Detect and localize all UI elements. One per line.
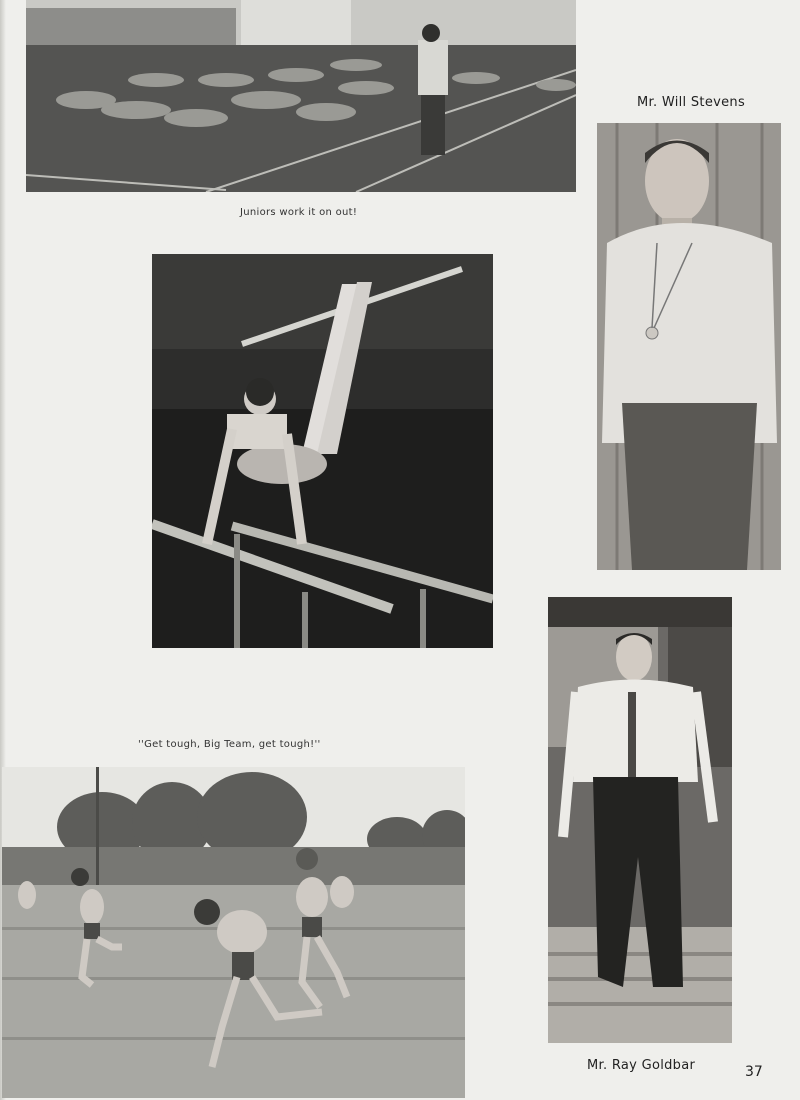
team-running-photo bbox=[2, 767, 465, 1098]
juniors-caption: Juniors work it on out! bbox=[240, 207, 358, 218]
will-stevens-portrait bbox=[597, 123, 781, 570]
parallel-bars-photo bbox=[152, 254, 493, 648]
coach-name-bottom: Mr. Ray Goldbar bbox=[587, 1058, 696, 1073]
ray-goldbar-portrait bbox=[548, 597, 732, 1043]
big-team-caption: ''Get tough, Big Team, get tough!'' bbox=[138, 739, 321, 750]
juniors-exercise-photo bbox=[26, 0, 576, 192]
page-number: 37 bbox=[745, 1064, 763, 1080]
coach-name-top: Mr. Will Stevens bbox=[637, 95, 746, 110]
